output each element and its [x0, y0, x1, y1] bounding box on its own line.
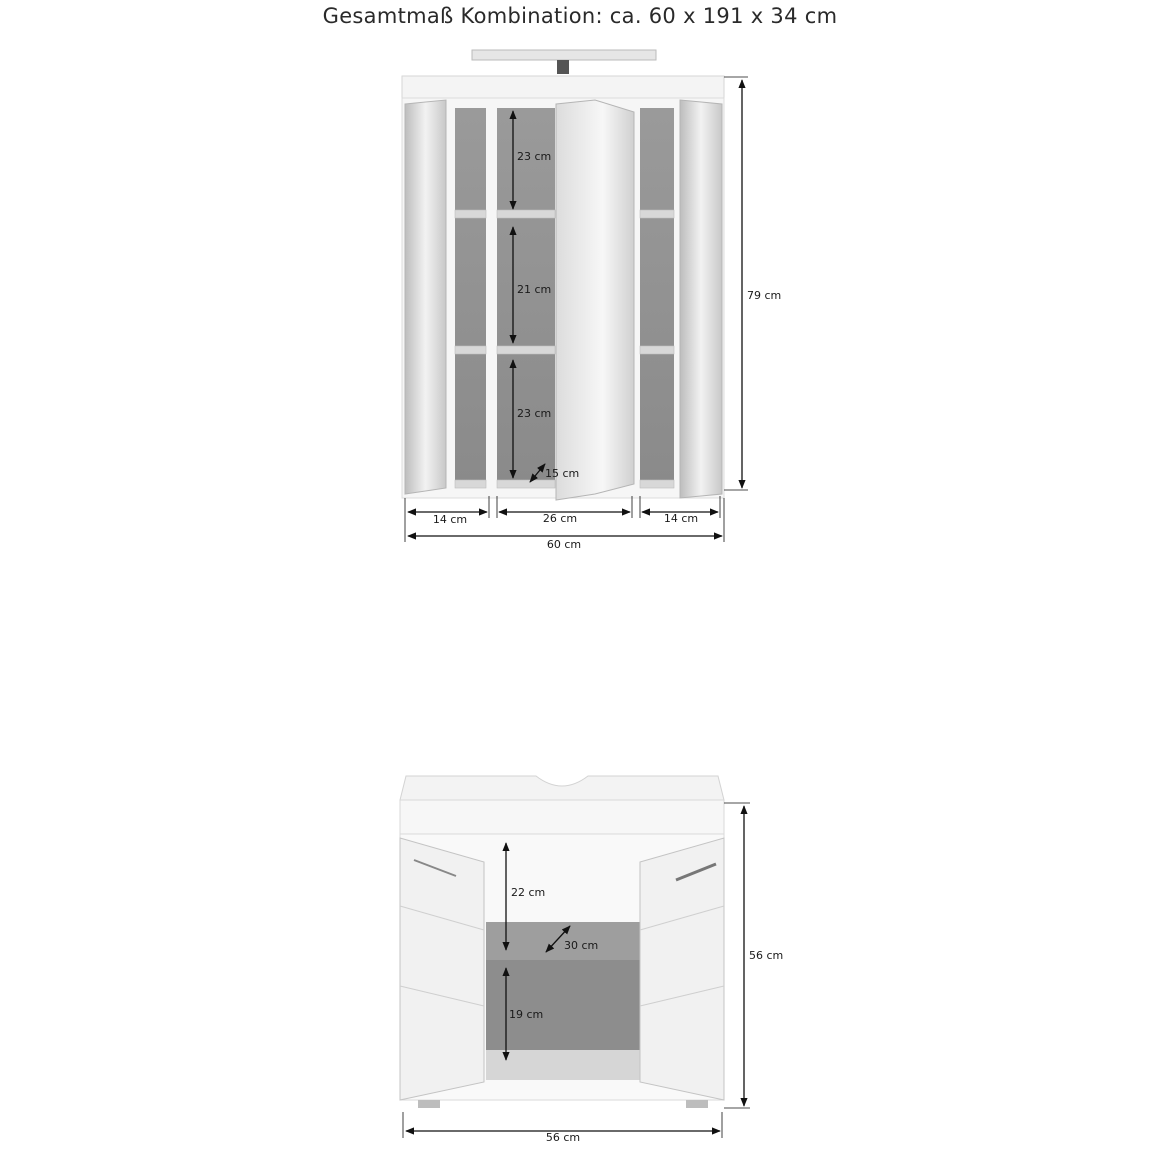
shelf	[640, 346, 674, 354]
foot	[686, 1100, 708, 1108]
label-left-width: 14 cm	[432, 513, 468, 526]
inner-left	[455, 108, 486, 488]
shelf	[497, 346, 555, 354]
label-vanity-width: 56 cm	[545, 1131, 581, 1144]
label-lower-space: 19 cm	[509, 1008, 544, 1021]
cabinet-top	[402, 76, 724, 98]
shelf	[455, 346, 486, 354]
label-right-width: 14 cm	[663, 512, 699, 525]
label-shelf-bottom: 23 cm	[517, 407, 552, 420]
page-title: Gesamtmaß Kombination: ca. 60 x 191 x 34 cm	[322, 4, 838, 28]
vanity-apron	[400, 800, 724, 834]
left-mirror-door	[405, 100, 446, 494]
lamp-bar	[472, 50, 656, 60]
inner-right	[640, 108, 674, 488]
left-door	[400, 838, 484, 1100]
shelf	[640, 210, 674, 218]
mirror-cabinet	[402, 50, 781, 551]
right-mirror-door	[680, 100, 722, 498]
vanity-top	[400, 776, 724, 800]
label-vanity-depth: 30 cm	[564, 939, 599, 952]
center-mirror-door	[556, 100, 634, 500]
vanity-cabinet	[400, 776, 783, 1144]
label-upper-space: 22 cm	[511, 886, 546, 899]
label-height: 79 cm	[747, 289, 782, 302]
label-vanity-height: 56 cm	[749, 949, 784, 962]
inner-lower	[486, 960, 640, 1050]
shelf	[455, 210, 486, 218]
label-center-width: 26 cm	[542, 512, 578, 525]
shelf	[640, 480, 674, 488]
label-shelf-middle: 21 cm	[517, 283, 552, 296]
shelf	[497, 210, 555, 218]
label-total-width: 60 cm	[546, 538, 582, 551]
foot	[418, 1100, 440, 1108]
inner-shelf-back	[486, 922, 640, 960]
inner-center	[497, 108, 555, 488]
shelf	[497, 480, 555, 488]
label-depth: 15 cm	[545, 467, 580, 480]
lamp-mount	[557, 60, 569, 74]
label-shelf-top: 23 cm	[517, 150, 552, 163]
inner-floor	[486, 1050, 640, 1080]
shelf	[455, 480, 486, 488]
